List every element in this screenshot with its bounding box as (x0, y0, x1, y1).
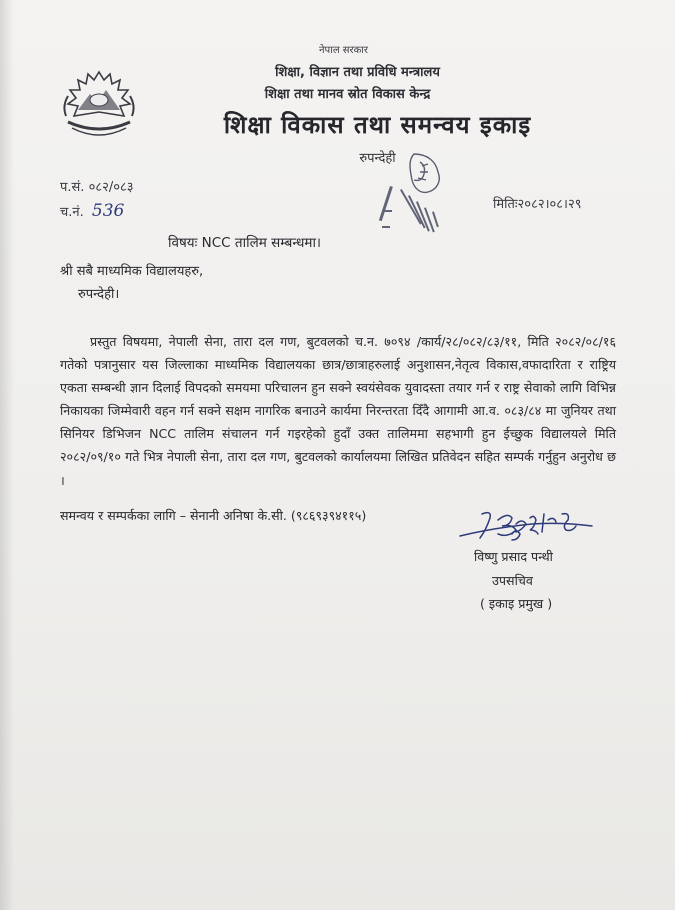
dispatch-number-handwritten: 536 (91, 201, 125, 221)
reference-number: प.सं. ०८२/०८३ (60, 180, 134, 195)
recipient-line-2: रुपन्देही। (78, 287, 120, 302)
office-seal-stamp-icon (362, 146, 462, 246)
page-edge-shadow (0, 0, 14, 910)
signatory-role: ( इकाइ प्रमुख ) (480, 596, 553, 611)
letter-subject: विषयः NCC तालिम सम्बन्धमा। (168, 235, 322, 251)
letter-body (60, 330, 616, 492)
recipient-line-1: श्री सबै माध्यमिक विद्यालयहरु, (60, 264, 204, 279)
district-name: रुपन्देही (359, 151, 396, 166)
dispatch-number-label: च.नं. (60, 205, 84, 220)
unit-name: शिक्षा विकास तथा समन्वय इकाइ (223, 111, 532, 139)
signatory-name: विष्णु प्रसाद पन्थी (474, 549, 553, 564)
letter-body-text: प्रस्तुत विषयमा, नेपाली सेना, तारा दल गण, बुटवलको च.न. ७०९४ /कार्य/२८/०८२/८३/११, मिति २०८२/०८/१६ गतेको पत्रानुसार यस जिल्लाका माध्यमिक विद्यालयका छात्र/छात्राहरुलाई अनुशासन,नेतृत्व विकास,वफादारिता र राष्ट्रिय एकता सम्बन्धी ज्ञान दिलाई विपदको समयमा परिचालन हुन सक्ने स्वयंसेवक युवादस्ता तयार गर्न र राष्ट्र सेवाको लागि विभिन्न निकायका जिम्मेवारी वहन गर्न सक्ने सक्षम नागरिक बनाउने कार्यमा निरन्तरता दिँदै आगामी आ.व. ०८३/८४ मा जुनियर तथा सिनियर डिभिजन NCC तालिम संचालन गर्न गइरहेको हुदाँ उक्त तालिममा सहभागी हुन ईच्छुक विद्यालयले मिति २०८२/०९/१० गते भित्र नेपाली सेना, तारा दल गण, बुटवलको कार्यालयमा लिखित प्रतिवेदन सहित सम्पर्क गर्नुहुन अनुरोध छ । (60, 334, 616, 488)
government-name: नेपाल सरकार (319, 45, 368, 56)
letter-date: मितिः२०८२।०८।२९ (493, 197, 582, 212)
contact-line: समन्वय र सम्पर्कका लागि – सेनानी अनिषा के.सी. (९८६९३९४११५) (60, 508, 367, 523)
signatory-title: उपसचिव (492, 573, 533, 588)
handwritten-signature (452, 500, 602, 550)
centre-name: शिक्षा तथा मानव स्रोत विकास केन्द्र (264, 87, 431, 102)
dispatch-number (60, 201, 124, 221)
ministry-name: शिक्षा, विज्ञान तथा प्रविधि मन्त्रालय (275, 65, 440, 80)
